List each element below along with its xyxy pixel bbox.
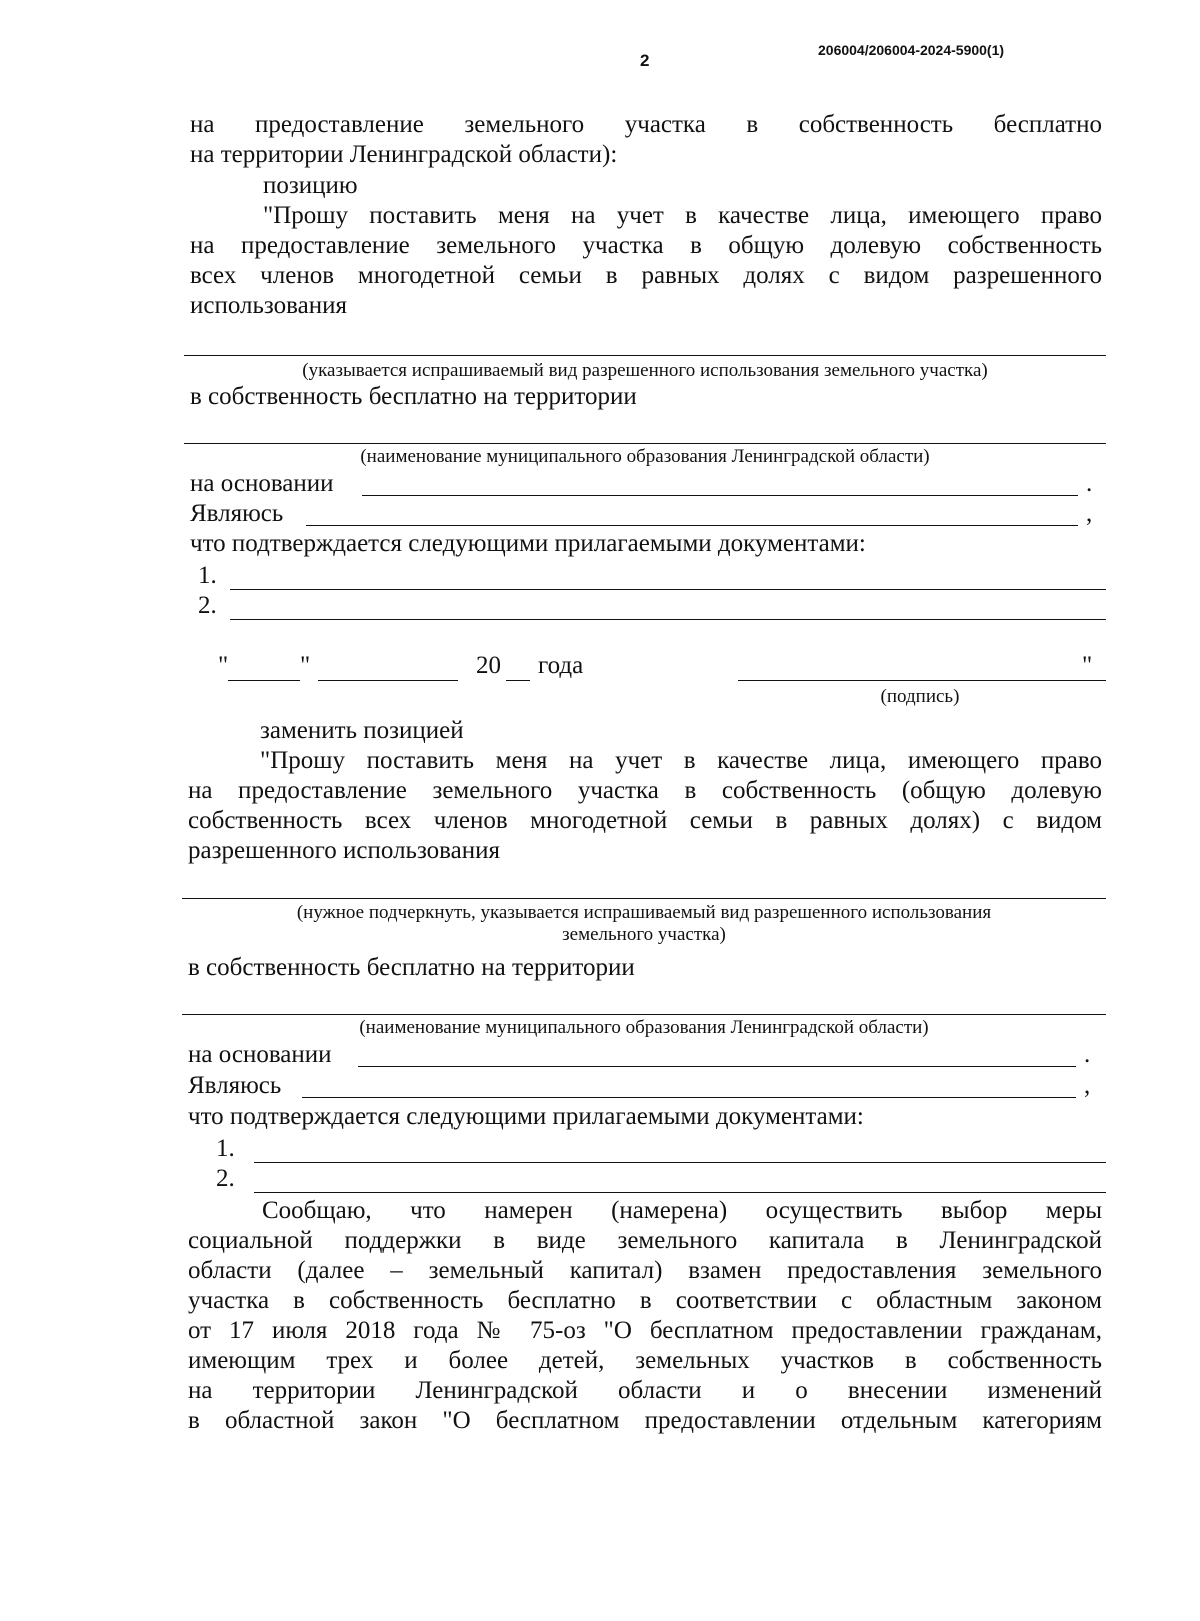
new-basis-blank-line [358, 1066, 1076, 1067]
old-confirm-text: что подтверждается следующими прилагаемыми документами: [190, 530, 866, 557]
notice-line-5: от 17 июля 2018 года № 75-оз "О бесплатном предоставлении гражданам, [188, 1317, 1102, 1344]
old-doc-line-1 [230, 589, 1106, 590]
old-request-line-1: "Прошу поставить меня на учет в качестве лица, имеющего право [263, 202, 1102, 229]
new-request-line-2: на предоставление земельного участка в собственность (общую долевую [188, 777, 1102, 804]
new-mo-caption: (наименование муниципального образования Ленинградской области) [359, 1017, 929, 1038]
new-mo-blank-line [182, 1014, 1106, 1015]
old-request-line-4: использования [190, 292, 347, 319]
new-am-label: Являюсь [188, 1072, 282, 1099]
new-request-line-1: "Прошу поставить меня на учет в качестве лица, имеющего право [260, 747, 1102, 774]
old-am-label: Являюсь [190, 500, 284, 527]
new-confirm-text: что подтверждается следующими прилагаемыми документами: [188, 1103, 864, 1130]
old-request-line-3: всех членов многодетной семьи в равных долях с видом разрешенного [190, 262, 1102, 289]
old-basis-period: . [1086, 470, 1093, 497]
intro-line-1: на предоставление земельного участка в собственность бесплатно [190, 111, 1102, 138]
new-request-line-4: разрешенного использования [188, 837, 501, 864]
date-close-quote: " [300, 652, 311, 679]
old-basis-label: на основании [190, 470, 334, 497]
date-month-line [318, 680, 458, 681]
page-number: 2 [640, 51, 650, 70]
signature-caption: (подпись) [880, 686, 960, 707]
signature-quote: " [1082, 652, 1093, 679]
date-open-quote: " [218, 652, 229, 679]
old-mo-caption: (наименование муниципального образования Ленинградской области) [360, 446, 930, 467]
notice-line-4: участка в собственность бесплатно в соответствии с областным законом [188, 1287, 1102, 1314]
new-doc-line-2 [254, 1192, 1106, 1193]
new-basis-period: . [1084, 1041, 1091, 1068]
date-year-word: года [538, 652, 584, 679]
new-am-comma: , [1084, 1072, 1091, 1099]
new-am-blank-line [302, 1097, 1076, 1098]
old-territory-text: в собственность бесплатно на территории [190, 383, 637, 410]
new-basis-label: на основании [188, 1041, 332, 1068]
notice-line-3: области (далее – земельный капитал) взамен предоставления земельного [188, 1257, 1102, 1284]
old-use-blank-line [184, 355, 1106, 356]
new-use-caption-2: земельного участка) [562, 924, 726, 945]
new-doc-item-2: 2. [216, 1165, 235, 1192]
new-use-caption-1: (нужное подчеркнуть, указывается испрашиваемый вид разрешенного использования [296, 902, 992, 923]
new-doc-item-1: 1. [216, 1135, 235, 1162]
new-use-blank-line [182, 898, 1106, 899]
notice-line-1: Сообщаю, что намерен (намерена) осуществить выбор меры [262, 1197, 1102, 1224]
document-number: 206004/206004-2024-5900(1) [818, 42, 1005, 58]
old-am-blank-line [306, 525, 1078, 526]
new-position-label: заменить позицией [260, 717, 464, 744]
notice-line-8: в областной закон "О бесплатном предоставлении отдельным категориям [188, 1407, 1102, 1434]
new-request-line-3: собственность всех членов многодетной семьи в равных долях) с видом [188, 807, 1102, 834]
old-doc-item-2: 2. [198, 592, 217, 619]
old-doc-item-1: 1. [198, 562, 217, 589]
date-year-prefix: 20 [476, 652, 501, 679]
old-use-caption: (указывается испрашиваемый вид разрешенного использования земельного участка) [302, 360, 988, 381]
old-request-line-2: на предоставление земельного участка в общую долевую собственность [190, 232, 1102, 259]
notice-line-6: имеющим трех и более детей, земельных участков в собственность [188, 1347, 1102, 1374]
old-am-comma: , [1086, 500, 1093, 527]
new-doc-line-1 [254, 1162, 1106, 1163]
old-basis-blank-line [362, 495, 1078, 496]
old-doc-line-2 [230, 619, 1106, 620]
intro-line-2: на территории Ленинградской области): [190, 141, 618, 168]
old-position-label: позицию [263, 172, 358, 199]
new-territory-text: в собственность бесплатно на территории [188, 954, 635, 981]
signature-line [738, 680, 1106, 681]
notice-line-2: социальной поддержки в виде земельного капитала в Ленинградской [188, 1227, 1102, 1254]
date-year-line [506, 680, 530, 681]
old-mo-blank-line [184, 443, 1106, 444]
notice-line-7: на территории Ленинградской области и о внесении изменений [188, 1377, 1102, 1404]
date-day-line [228, 680, 300, 681]
